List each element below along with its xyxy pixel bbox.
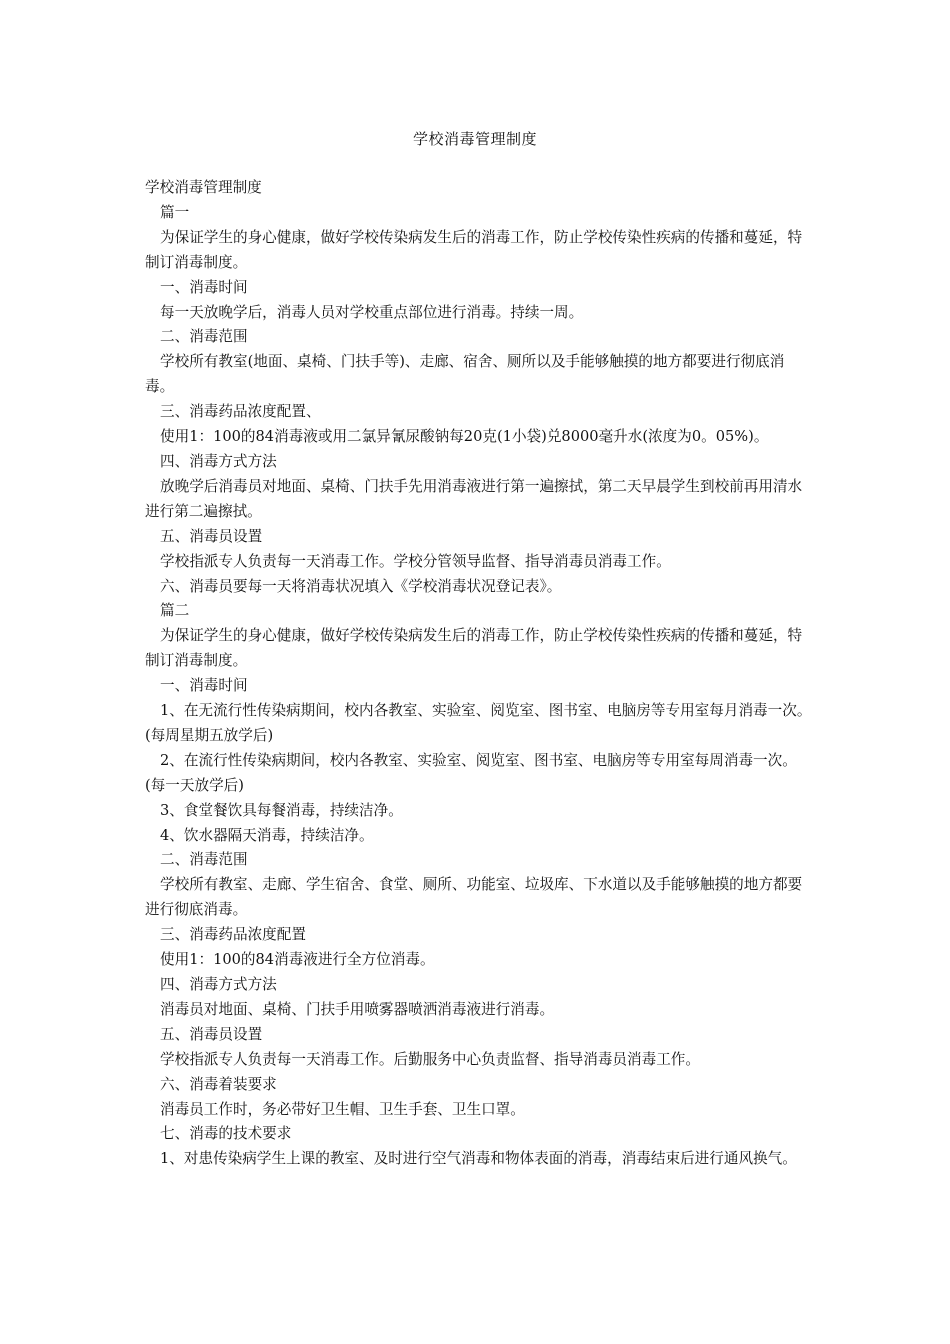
paragraph: 消毒员对地面、桌椅、门扶手用喷雾器喷洒消毒液进行消毒。 — [160, 1000, 555, 1018]
page-title: 学校消毒管理制度 — [412, 130, 537, 148]
section-heading: 五、消毒员设置 — [160, 1025, 263, 1043]
list-item: 1、在无流行性传染病期间，校内各教室、实验室、阅览室、图书室、电脑房等专用室每月消毒一次。(每周星期五放学后) — [145, 702, 812, 744]
section-heading: 四、消毒方式方法 — [160, 452, 277, 470]
paragraph: 使用1：100的84消毒液进行全方位消毒。 — [160, 951, 435, 969]
paragraph: 消毒员工作时，务必带好卫生帽、卫生手套、卫生口罩。 — [160, 1100, 525, 1118]
list-item: 4、饮水器隔天消毒，持续洁净。 — [160, 826, 374, 844]
paragraph: 为保证学生的身心健康，做好学校传染病发生后的消毒工作，防止学校传染性疾病的传播和蔓延，特制订消毒制度。 — [145, 627, 803, 670]
paragraph: 每一天放晚学后，消毒人员对学校重点部位进行消毒。持续一周。 — [160, 303, 584, 321]
document-body — [145, 176, 813, 1172]
section-heading: 二、消毒范围 — [160, 328, 248, 346]
paragraph: 学校所有教室、走廊、学生宿舍、食堂、厕所、功能室、垃圾库、下水道以及手能够触摸的地方都要进行彻底消毒。 — [145, 876, 803, 919]
list-item: 1、对患传染病学生上课的教室、及时进行空气消毒和物体表面的消毒，消毒结束后进行通风换气。 — [160, 1150, 797, 1168]
section-label-part-two: 篇二 — [160, 602, 190, 620]
paragraph: 学校指派专人负责每一天消毒工作。后勤服务中心负责监督、指导消毒员消毒工作。 — [160, 1050, 700, 1068]
section-heading: 五、消毒员设置 — [160, 527, 263, 545]
section-heading: 六、消毒员要每一天将消毒状况填入《学校消毒状况登记表》。 — [160, 577, 562, 595]
section-heading: 七、消毒的技术要求 — [160, 1125, 292, 1143]
paragraph: 学校所有教室(地面、桌椅、门扶手等)、走廊、宿舍、厕所以及手能够触摸的地方都要进行彻底消毒。 — [145, 353, 785, 396]
section-heading: 一、消毒时间 — [160, 677, 248, 695]
paragraph: 学校指派专人负责每一天消毒工作。学校分管领导监督、指导消毒员消毒工作。 — [160, 552, 671, 570]
section-heading: 六、消毒着装要求 — [160, 1075, 277, 1093]
paragraph: 为保证学生的身心健康，做好学校传染病发生后的消毒工作，防止学校传染性疾病的传播和蔓延，特制订消毒制度。 — [145, 228, 803, 271]
section-heading: 二、消毒范围 — [160, 851, 248, 869]
section-label-part-one: 篇一 — [160, 203, 190, 221]
section-heading: 三、消毒药品浓度配置、 — [160, 403, 321, 421]
paragraph: 放晚学后消毒员对地面、桌椅、门扶手先用消毒液进行第一遍擦拭，第二天早晨学生到校前再用清水进行第二遍擦拭。 — [145, 477, 803, 520]
paragraph: 使用1：100的84消毒液或用二氯异氰尿酸钠每20克(1小袋)兑8000毫升水(浓度为0。05%)。 — [160, 428, 769, 446]
section-heading: 一、消毒时间 — [160, 278, 248, 296]
body-heading: 学校消毒管理制度 — [145, 179, 262, 196]
list-item: 3、食堂餐饮具每餐消毒，持续洁净。 — [160, 801, 403, 819]
section-heading: 四、消毒方式方法 — [160, 976, 277, 993]
list-item: 2、在流行性传染病期间，校内各教室、实验室、阅览室、图书室、电脑房等专用室每周消毒一次。(每一天放学后) — [145, 751, 797, 794]
section-heading: 三、消毒药品浓度配置 — [160, 926, 306, 944]
